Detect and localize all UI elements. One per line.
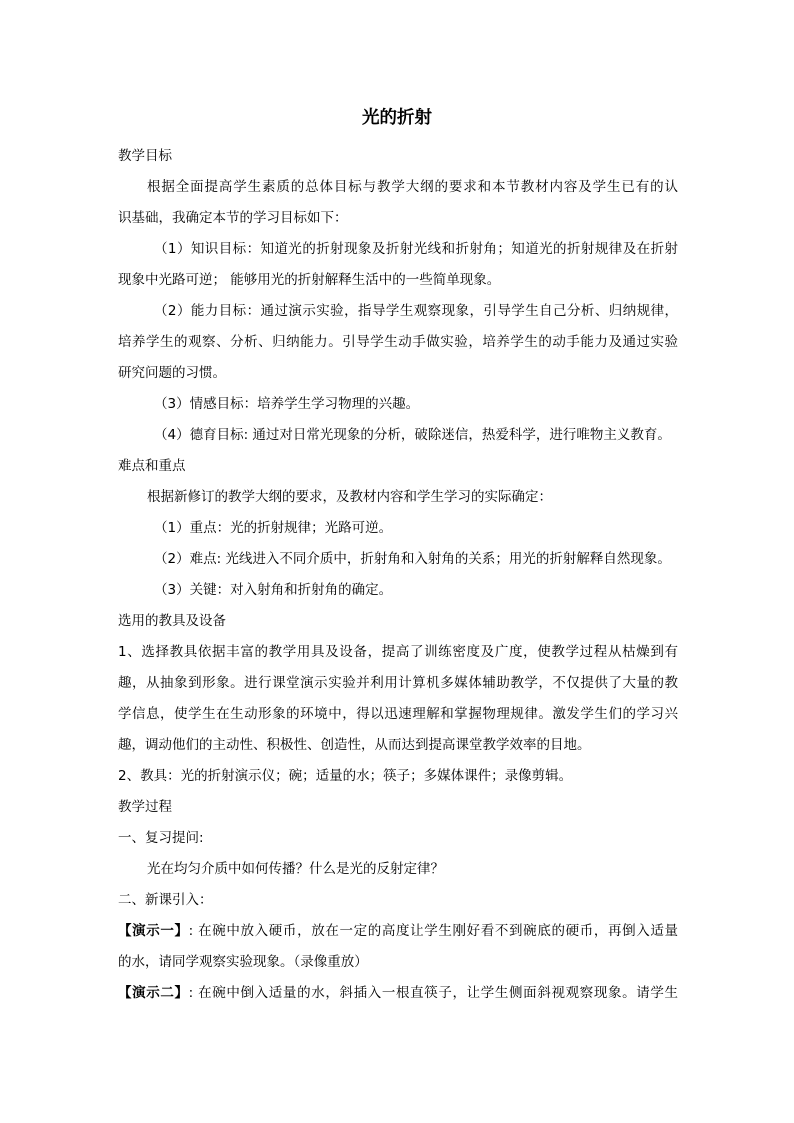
demo-one-text: : 在碗中放入硬币，放在一定的高度让学生刚好看不到碗底的硬币，再倒入适量 [188,923,679,939]
demo-two-text: : 在碗中倒入适量的水，斜插入一根直筷子，让学生侧面斜视观察现象。请学生 [188,985,679,1001]
paragraph-line: 光在均匀介质中如何传播？什么是光的反射定律？ [147,861,444,877]
paragraph-line: 现象中光路可逆； 能够用光的折射解释生活中的一些简单现象。 [118,272,501,288]
paragraph-line: （2）能力目标：通过演示实验，指导学生观察现象，引导学生自己分析、归纳规律， [154,303,678,319]
paragraph-line: （1）知识目标：知道光的折射现象及折射光线和折射角；知道光的折射规律及在折射 [154,241,678,257]
demo-two-label: 【演示二】 [118,985,189,1001]
paragraph-line: （3）关键：对入射角和折射角的确定。 [154,582,393,598]
paragraph-line: 2、教具：光的折射演示仪；碗；适量的水；筷子；多媒体课件；录像剪辑。 [118,768,573,784]
paragraph-line: （1）重点：光的折射规律；光路可逆。 [154,520,393,536]
section-heading-objectives: 教学目标 [118,148,172,164]
paragraph-line: 根据新修订的教学大纲的要求，及教材内容和学生学习的实际确定： [147,489,552,505]
paragraph-line: 趣，从抽象到形象。进行课堂演示实验并利用计算机多媒体辅助教学，不仅提供了大量的教 [118,675,678,691]
paragraph-line: 学信息，使学生在生动形象的环境中，得以迅速理解和掌握物理规律。激发学生们的学习兴 [118,706,678,722]
paragraph-line: 根据全面提高学生素质的总体目标与教学大纲的要求和本节教材内容及学生已有的认 [147,179,678,195]
paragraph-line: （4）德育目标: 通过对日常光现象的分析，破除迷信，热爱科学，进行唯物主义教育。 [154,427,671,443]
paragraph-line: 趣，调动他们的主动性、积极性、创造性，从而达到提高课堂教学效率的目地。 [118,737,591,753]
demo-one-continuation: 的水，请同学观察实验现象。（录像重放） [118,954,368,970]
demo-one-line [118,921,678,941]
subheading-new-lesson: 二、新课引入： [118,892,213,908]
demo-one-label: 【演示一】 [118,923,189,939]
document-title: 光的折射 [362,108,432,128]
subheading-review: 一、复习提问: [118,830,204,846]
paragraph-line: 研究问题的习惯。 [118,365,226,381]
demo-two-line [118,983,678,1003]
paragraph-line: （3）情感目标：培养学生学习物理的兴趣。 [154,396,420,412]
paragraph-line: 培养学生的观察、分析、归纳能力。引导学生动手做实验，培养学生的动手能力及通过实验 [118,334,678,350]
paragraph-line: （2）难点: 光线进入不同介质中，折射角和入射角的关系；用光的折射解释自然现象。 [154,551,671,567]
paragraph-line: 识基础，我确定本节的学习目标如下： [118,210,348,226]
section-heading-key-points: 难点和重点 [118,458,186,474]
paragraph-line: 1、选择教具依据丰富的教学用具及设备，提高了训练密度及广度，使教学过程从枯燥到有 [118,644,678,660]
section-heading-process: 教学过程 [118,799,172,815]
section-heading-equipment: 选用的教具及设备 [118,613,226,629]
